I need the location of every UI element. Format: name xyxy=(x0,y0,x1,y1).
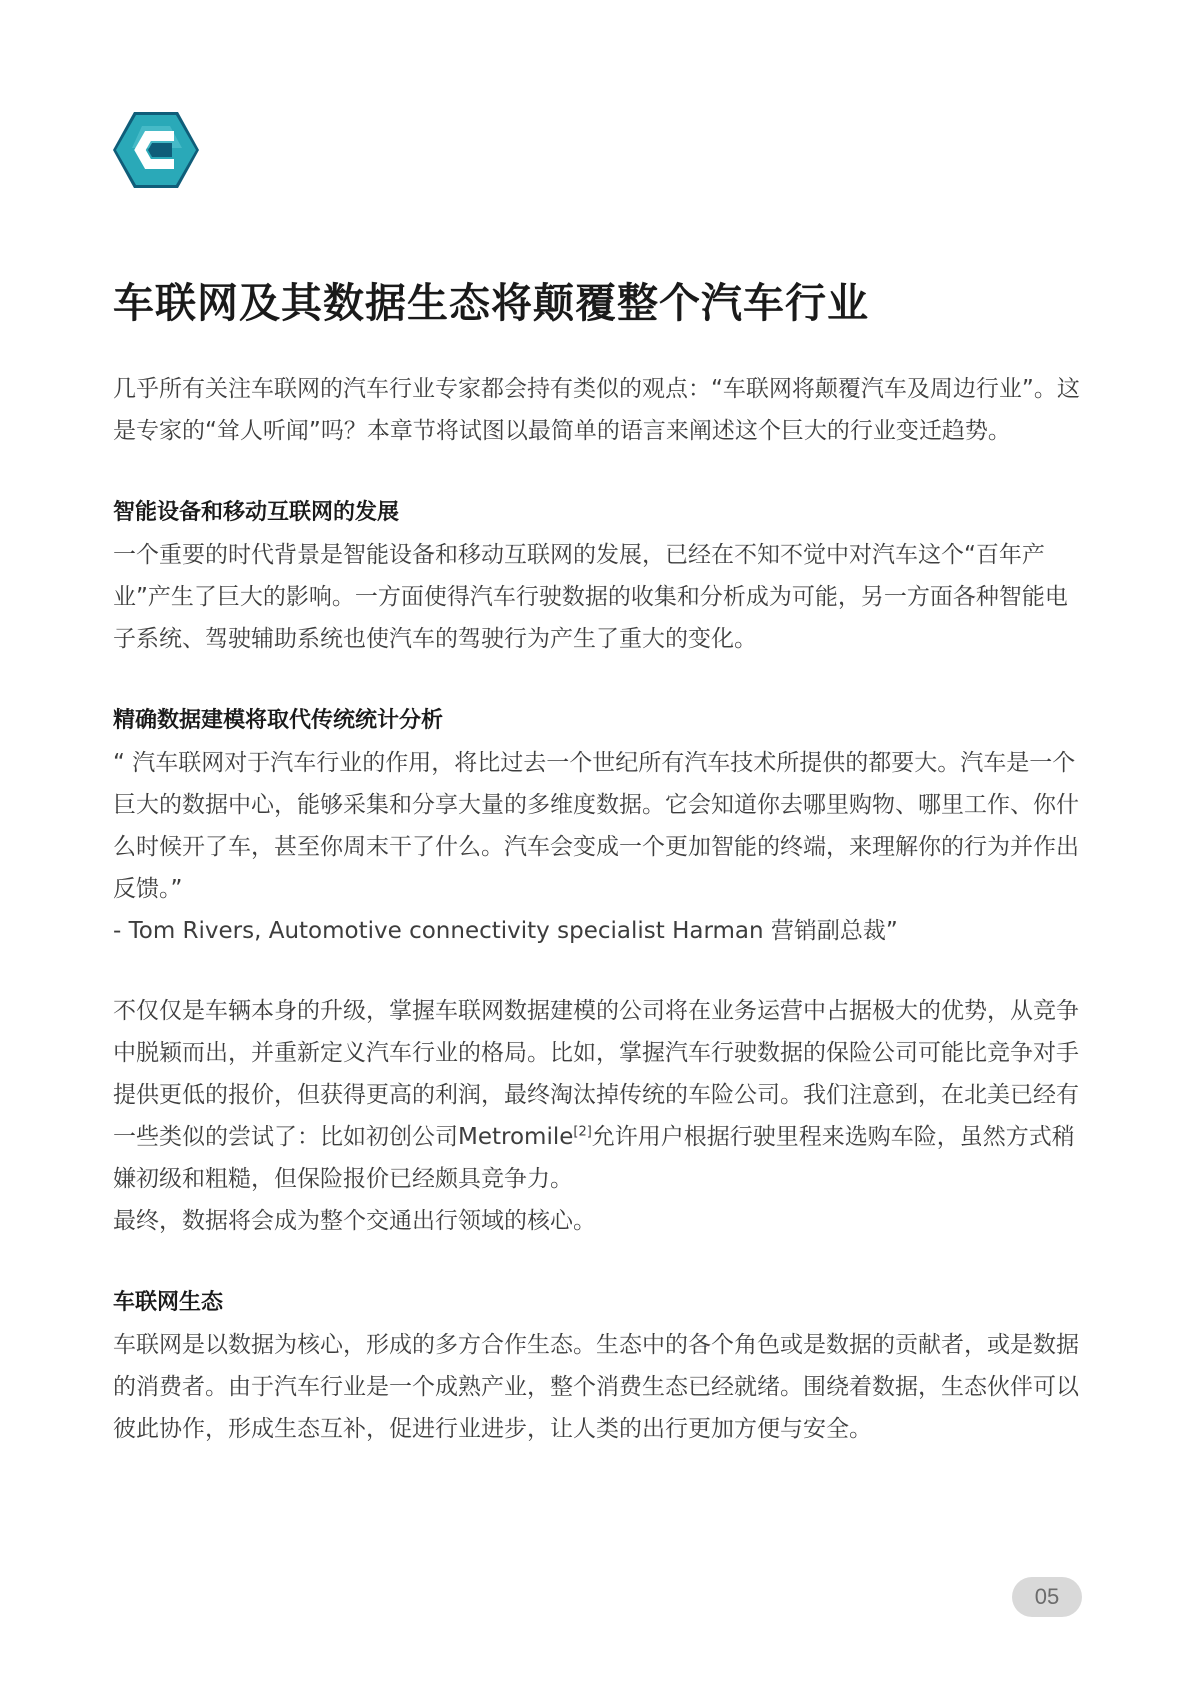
intro-paragraph: 几乎所有关注车联网的汽车行业专家都会持有类似的观点：“车联网将颠覆汽车及周边行业”。这是专家的“耸人听闻”吗？本章节将试图以最简单的语言来阐述这个巨大的行业变迁趋势。 xyxy=(113,376,1080,444)
section-heading-data-modeling: 精确数据建模将取代传统统计分析 xyxy=(113,708,444,733)
reference-marker[interactable]: [2] xyxy=(573,1124,592,1140)
page-number-badge: 05 xyxy=(1012,1577,1082,1617)
page-title: 车联网及其数据生态将颠覆整个汽车行业 xyxy=(113,279,869,327)
brand-logo-icon xyxy=(112,110,200,190)
quote-attribution: - Tom Rivers, Automotive connectivity specialist Harman 营销副总裁” xyxy=(113,918,898,944)
data-modeling-text-b: 允许用户根据行驶里程来选购车险，虽然方式稍嫌初级和粗糙，但保险报价已经颇具竞争力。 xyxy=(113,1124,1075,1192)
closing-sentence: 最终，数据将会成为整个交通出行领域的核心。 xyxy=(113,1208,596,1234)
data-modeling-paragraph xyxy=(113,990,1083,1200)
section-body-ecosystem: 车联网是以数据为核心，形成的多方合作生态。生态中的各个角色或是数据的贡献者，或是数据的消费者。由于汽车行业是一个成熟产业，整个消费生态已经就绪。围绕着数据，生态伙伴可以彼此协作，形成生态互补，促进行业进步，让人类的出行更加方便与安全。 xyxy=(113,1332,1079,1442)
data-modeling-text-a: 不仅仅是车辆本身的升级，掌握车联网数据建模的公司将在业务运营中占据极大的优势，从竞争中脱颖而出，并重新定义汽车行业的格局。比如，掌握汽车行驶数据的保险公司可能比竞争对手提供更低的报价，但获得更高的利润，最终淘汰掉传统的车险公司。我们注意到，在北美已经有一些类似的尝试了：比如初创公司Metromile xyxy=(113,998,1079,1150)
quote-text: “ 汽车联网对于汽车行业的作用，将比过去一个世纪所有汽车技术所提供的都要大。汽车是一个巨大的数据中心，能够采集和分享大量的多维度数据。它会知道你去哪里购物、哪里工作、你什么时候开了车，甚至你周末干了什么。汽车会变成一个更加智能的终端，来理解你的行为并作出反馈。” xyxy=(113,750,1079,902)
section-heading-smart-devices: 智能设备和移动互联网的发展 xyxy=(113,500,400,525)
section-body-smart-devices: 一个重要的时代背景是智能设备和移动互联网的发展，已经在不知不觉中对汽车这个“百年产业”产生了巨大的影响。一方面使得汽车行驶数据的收集和分析成为可能，另一方面各种智能电子系统、驾驶辅助系统也使汽车的驾驶行为产生了重大的变化。 xyxy=(113,542,1068,652)
article-body xyxy=(113,368,1083,1450)
section-heading-ecosystem: 车联网生态 xyxy=(113,1290,224,1315)
